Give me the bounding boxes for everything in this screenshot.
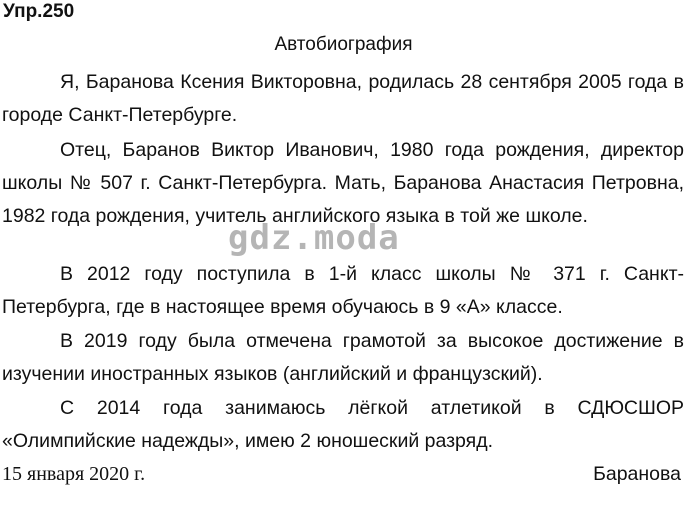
exercise-number: Упр.250 <box>3 1 75 22</box>
watermark-logo: gdz.moda <box>228 218 400 258</box>
paragraph-parents: Отец, Баранов Виктор Иванович, 1980 года рождения, директор школы № 507 г. Санкт-Петербурга. Мать, Баранова Анастасия Петровна, 1982 года рождения, учитель английского языка в той же школе. <box>2 139 684 227</box>
signature: Баранова <box>593 463 681 485</box>
paragraph-sport: С 2014 года занимаюсь лёгкой атлетикой в СДЮСШОР «Олимпийские надежды», имею 2 юношеский разряд. <box>2 397 684 452</box>
paragraph-award: В 2019 году была отмечена грамотой за высокое достижение в изучении иностранных языков (английский и французский). <box>2 330 684 385</box>
document-date: 15 января 2020 г. <box>2 463 146 485</box>
paragraph-birth: Я, Баранова Ксения Викторовна, родилась 28 сентября 2005 года в городе Санкт-Петербурге. <box>2 71 684 126</box>
document-title: Автобиография <box>274 34 413 55</box>
paragraph-school: В 2012 году поступила в 1-й класс школы № 371 г. Санкт-Петербурга, где в настоящее время обучаюсь в 9 «А» классе. <box>2 263 684 318</box>
